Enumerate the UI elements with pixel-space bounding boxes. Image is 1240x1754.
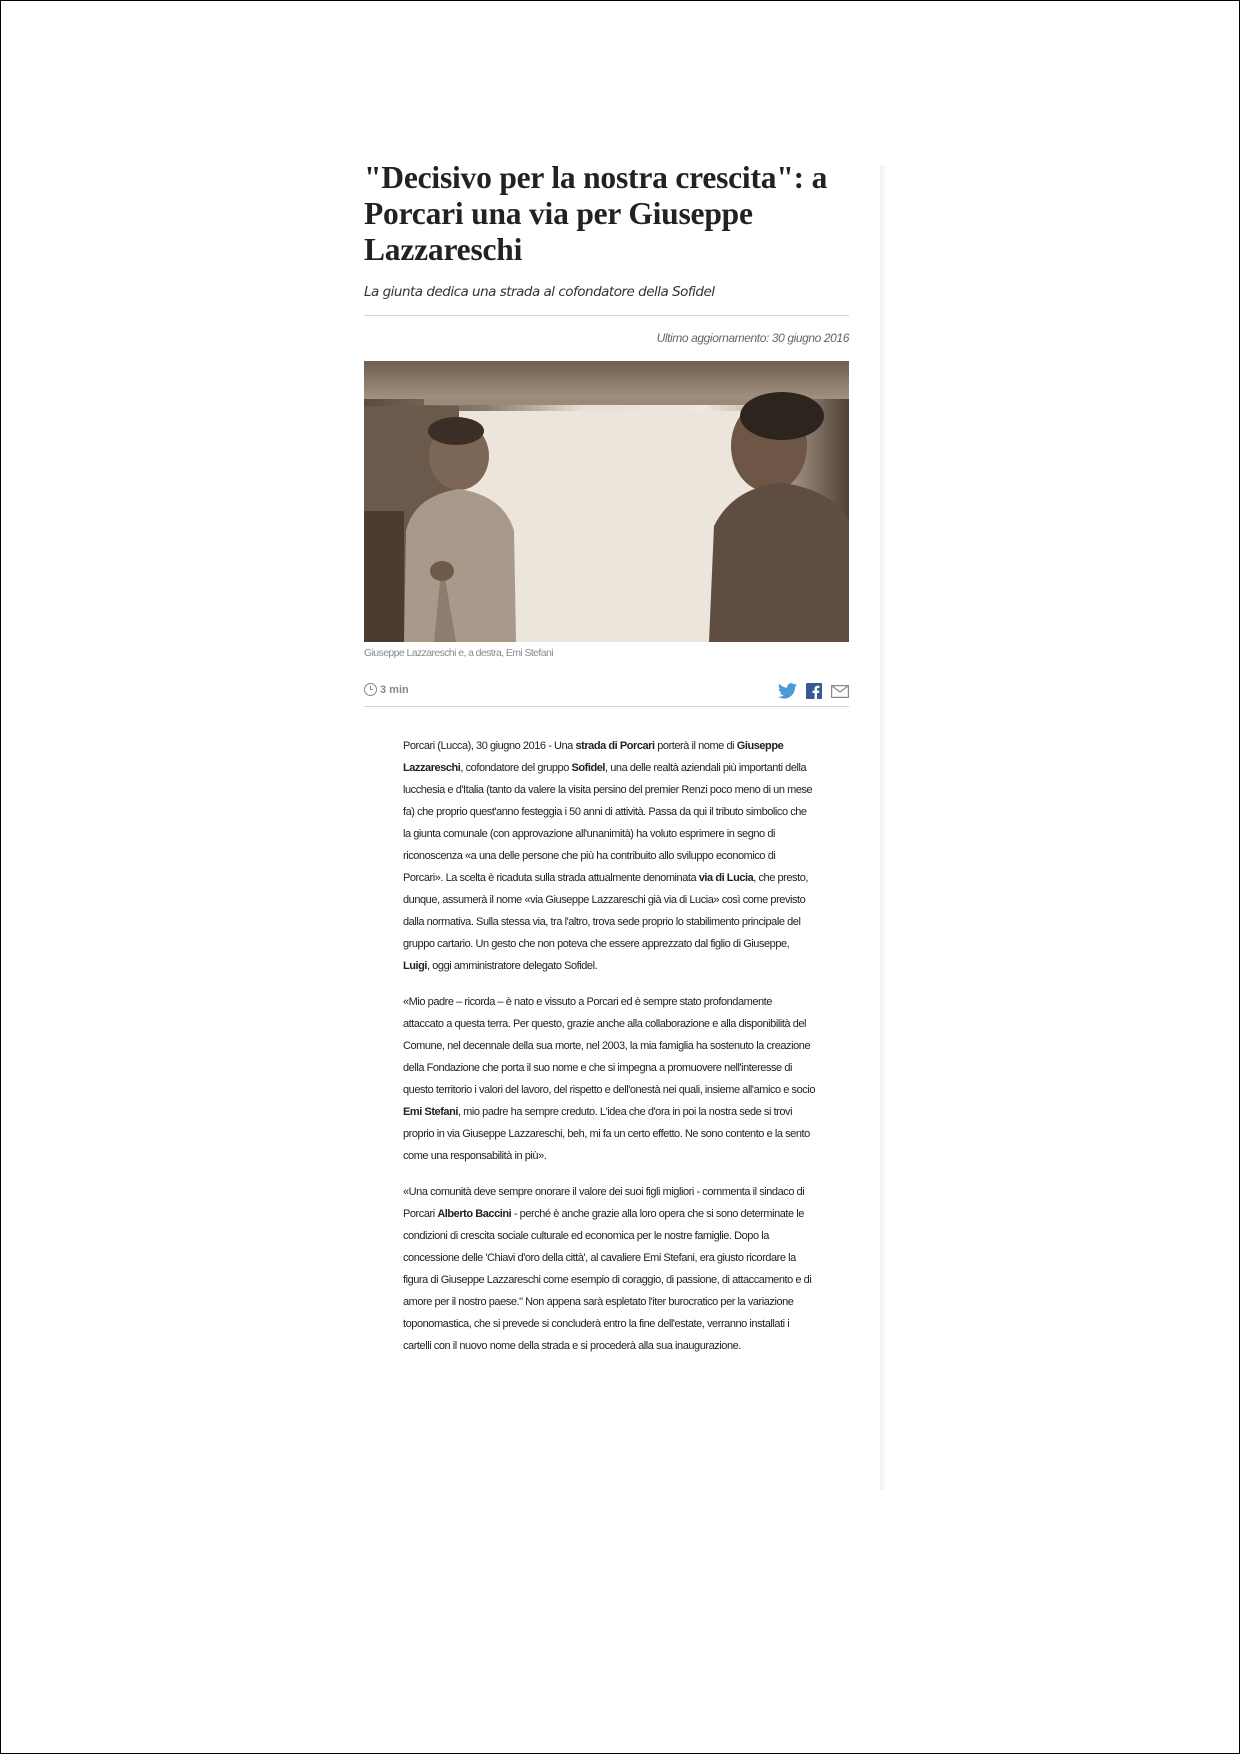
twitter-icon[interactable] bbox=[778, 683, 797, 699]
bold-text: Alberto Baccini bbox=[437, 1208, 512, 1220]
read-time-label: 3 min bbox=[380, 683, 409, 696]
text-run: , mio padre ha sempre creduto. L'idea che d'ora in poi la nostra sede si trovi proprio in via Giuseppe Lazzareschi, beh, mi fa un certo effetto. Ne sono contento e la sento come una responsabilità in più». bbox=[403, 1106, 810, 1162]
article-body bbox=[403, 735, 815, 1357]
bold-text: via di Lucia bbox=[698, 872, 754, 884]
divider bbox=[364, 315, 849, 316]
clock-icon bbox=[364, 683, 377, 696]
subtitle: La giunta dedica una strada al cofondatore della Sofidel bbox=[364, 284, 715, 300]
headline: "Decisivo per la nostra crescita": a Porcari una via per Giuseppe Lazzareschi bbox=[364, 160, 828, 267]
divider bbox=[364, 706, 849, 707]
article bbox=[364, 160, 849, 1371]
body-paragraph bbox=[403, 991, 815, 1167]
share-buttons bbox=[778, 683, 849, 699]
bold-text: Sofidel bbox=[571, 762, 606, 774]
text-run: «Una comunità deve sempre onorare il valore dei suoi figli migliori - commenta il sindaco di Porcari bbox=[403, 1186, 805, 1220]
bold-text: Giuseppe Lazzareschi bbox=[403, 740, 784, 774]
text-run: porterà il nome di bbox=[654, 740, 737, 752]
bold-text: Luigi bbox=[403, 960, 428, 972]
facebook-icon[interactable] bbox=[806, 683, 822, 699]
read-time bbox=[364, 683, 409, 696]
text-run: - perché è anche grazie alla loro opera che si sono determinate le condizioni di crescita sociale culturale ed economica per le nostre famiglie. Dopo la concessione delle 'Chiavi d'oro della città', al cavaliere Emi Stefani, era giusto ricordare la figura di Giuseppe Lazzareschi come esempio di coraggio, di passione, di attaccamento e di amore per il nostro paese." Non appena sarà espletato l'iter burocratico per la variazione toponomastica, che si prevede si concluderà entro la fine dell'estate, verranno installati i cartelli con il nuovo nome della strada e si procederà alla sua inaugurazione. bbox=[403, 1208, 812, 1352]
page-shadow bbox=[880, 165, 886, 1490]
article-photo bbox=[364, 361, 849, 642]
text-run: «Mio padre – ricorda – è nato e vissuto a Porcari ed è sempre stato profondamente attaccato a questa terra. Per questo, grazie anche alla collaborazione e alla disponibilità del Comune, nel decennale della sua morte, nel 2003, la mia famiglia ha sostenuto la creazione della Fondazione che porta il suo nome e che si impegna a promuovere nell'interesse di questo territorio i valori del lavoro, del rispetto e dell'onestà nei quali, insieme all'amico e socio bbox=[403, 996, 815, 1096]
bold-text: Emi Stefani bbox=[403, 1106, 458, 1118]
bold-text: strada di Porcari bbox=[575, 740, 655, 752]
body-paragraph bbox=[403, 735, 815, 977]
text-run: , una delle realtà aziendali più importanti della lucchesia e d'Italia (tanto da valere la visita persino del premier Renzi poco meno di un mese fa) che proprio quest'anno festeggia i 50 anni di attività. Passa da qui il tributo simbolico che la giunta comunale (con approvazione all'unanimità) ha voluto esprimere in segno di riconoscenza «a una delle persone che più ha contribuito allo sviluppo economico di Porcari». La scelta è ricaduta sulla strada attualmente denominata bbox=[403, 762, 813, 884]
email-icon[interactable] bbox=[831, 685, 849, 698]
last-updated: Ultimo aggiornamento: 30 giugno 2016 bbox=[656, 331, 849, 345]
text-run: Porcari (Lucca), 30 giugno 2016 - Una bbox=[403, 740, 576, 752]
photo-caption: Giuseppe Lazzareschi e, a destra, Emi Stefani bbox=[364, 647, 553, 659]
text-run: , oggi amministratore delegato Sofidel. bbox=[427, 960, 598, 972]
body-paragraph bbox=[403, 1181, 815, 1357]
text-run: , cofondatore del gruppo bbox=[460, 762, 572, 774]
text-run: , che presto, dunque, assumerà il nome «via Giuseppe Lazzareschi già via di Lucia» così come previsto dalla normativa. Sulla stessa via, tra l'altro, trova sede proprio lo stabilimento principale del gruppo cartario. Un gesto che non poteva che essere apprezzato dal figlio di Giuseppe, bbox=[403, 872, 808, 950]
meta-row bbox=[364, 681, 849, 703]
